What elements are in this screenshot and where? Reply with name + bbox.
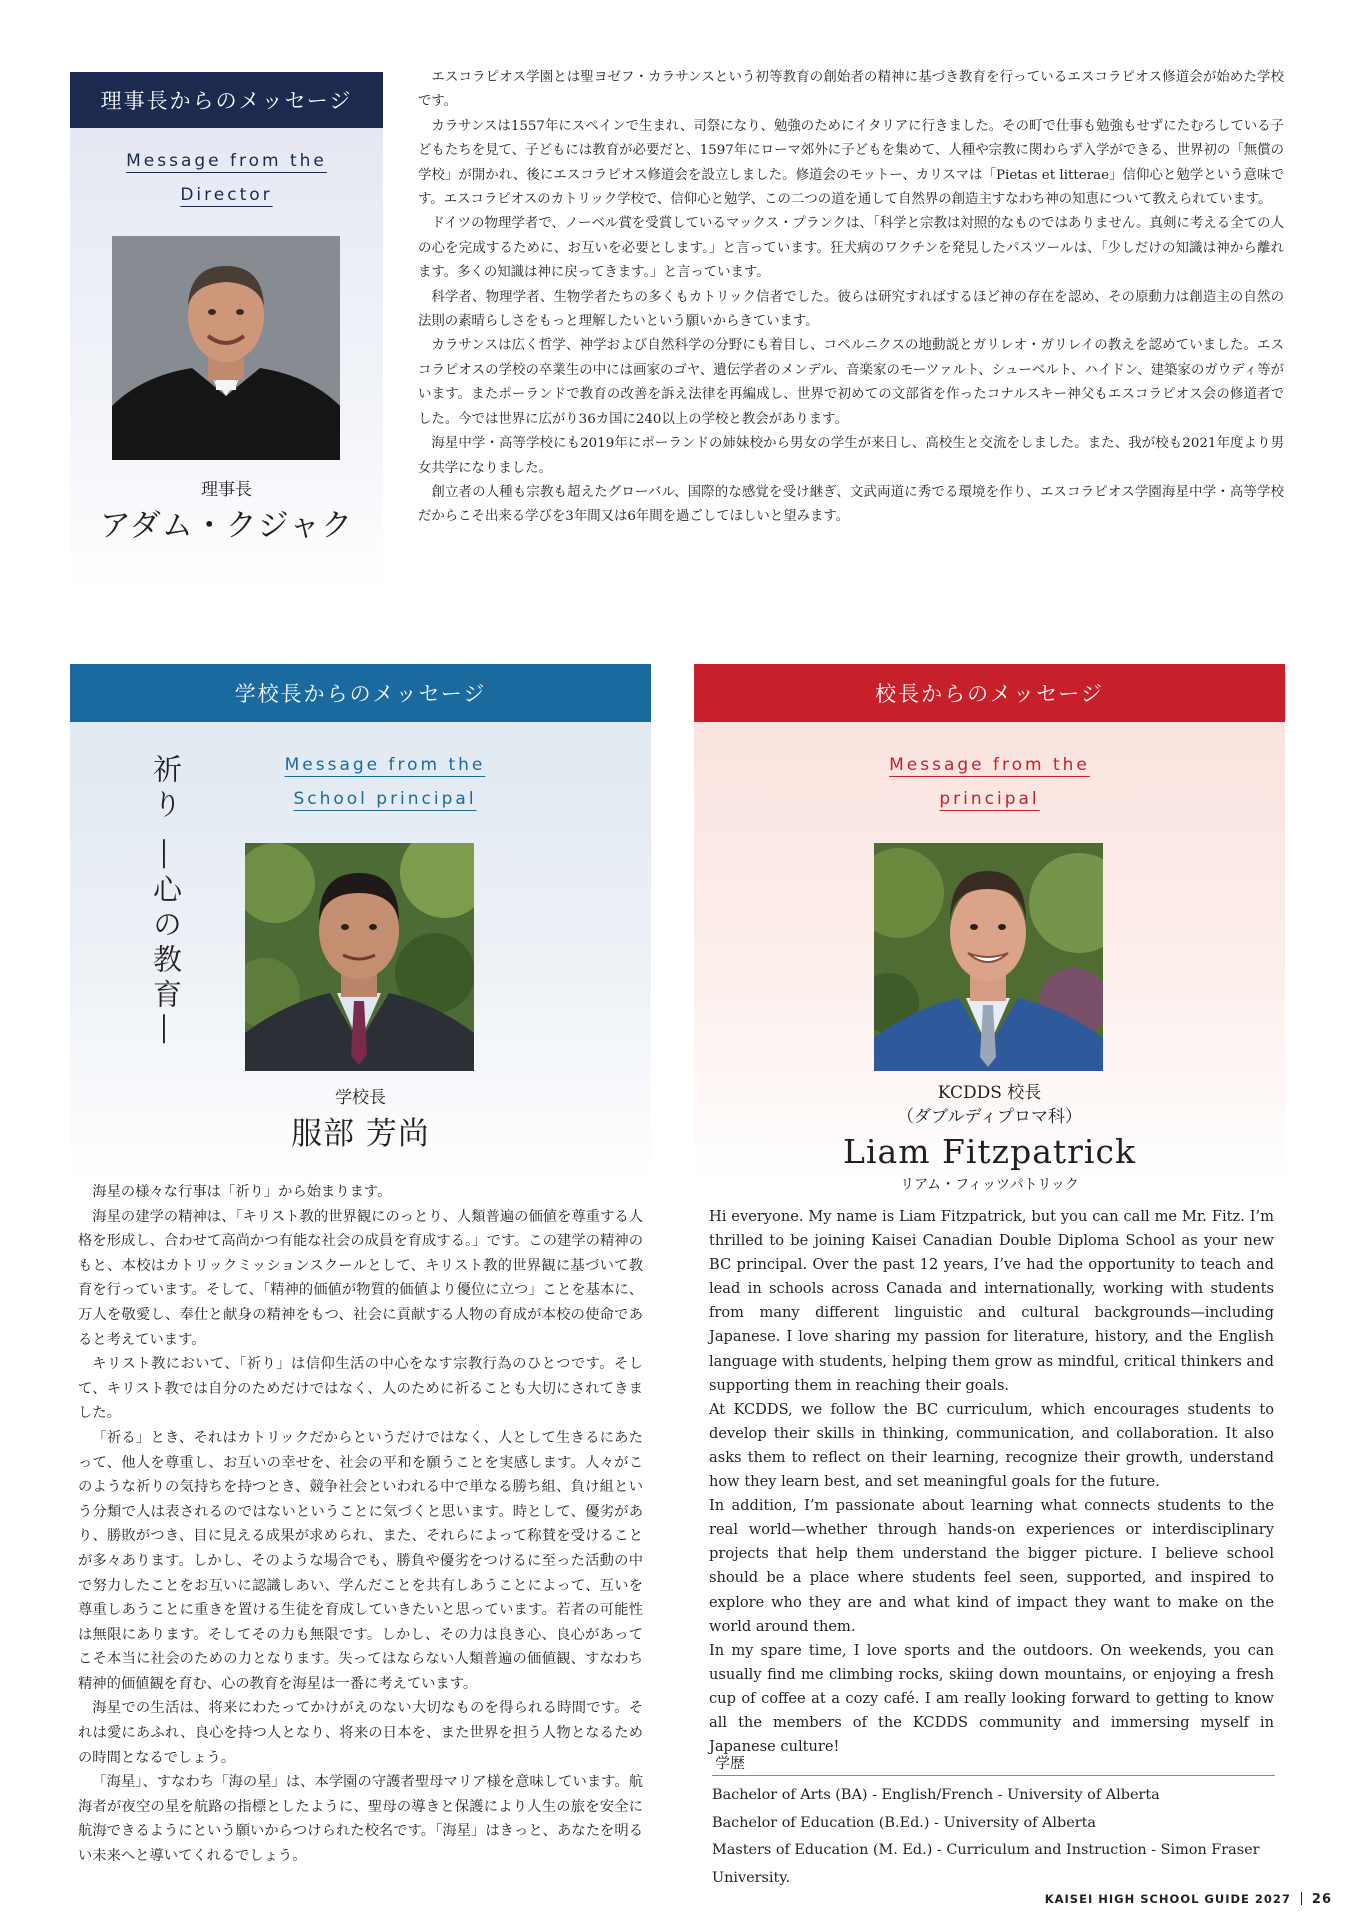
- kcdds-role-sub: （ダブルディプロマ科）: [897, 1107, 1082, 1127]
- footer-separator: [1301, 1892, 1302, 1905]
- page-footer: [1045, 1892, 1332, 1907]
- director-paragraph: 創立者の人種も宗教も超えたグローバル、国際的な感覚を受け継ぎ、文武両道に秀でる環境を作り、エスコラピオス学園海星中学・高等学校だからこそ出来る学びを3年間又は6年間を過ごしてほしいと望みます。: [418, 484, 1284, 525]
- principal-paragraph: 海星の建学の精神は、「キリスト教的世界観にのっとり、人類普遍の価値を尊重する人格を形成し、合わせて高尚かつ有能な社会の成員を育成する。」です。この建学の精神のもと、本校はカトリックミッションスクールとして、キリスト教的世界観に基づいて教育を行っています。そして、「精神的価値が物質的価値より優位に立つ」ことを基本に、万人を敬愛し、奉仕と献身の精神をもつ、社会に貢献する人物の育成が本校の使命であると考えています。: [78, 1208, 643, 1348]
- principal-name: 服部 芳尚: [291, 1116, 430, 1152]
- kcdds-header: 校長からのメッセージ: [694, 664, 1285, 722]
- director-role: 理事長: [201, 480, 252, 500]
- director-paragraph: カラサンスは1557年にスペインで生まれ、司祭になり、勉強のためにイタリアに行きました。その町で仕事も勉強もせずにたむろしている子どもたちを見て、子どもには教育が必要だと、1597年にローマ郊外に子どもを集めて、人種や宗教に関わらず入学ができる、世界初の「無償の学校」が開かれ、後にエスコラピオス修道会を設立しました。修道会のモットー、カリスマは「Pietas et litterae」信仰心と勉学という意味です。エスコラピオスのカトリック学校で、信仰心と勉学、この二つの道を通して自然界の創造主すなわち神の知恵について教えられています。: [418, 118, 1284, 208]
- kcdds-panel: [694, 664, 1285, 1193]
- director-panel: [70, 72, 383, 592]
- principal-title-en-line2: School principal: [293, 789, 477, 809]
- education-divider: [712, 1775, 1275, 1776]
- principal-message-body: [78, 1180, 643, 1869]
- director-photo: [112, 236, 340, 460]
- kcdds-role: KCDDS 校長: [937, 1083, 1042, 1103]
- kcdds-name-kana: リアム・フィッツパトリック: [900, 1177, 1079, 1193]
- education-item: Masters of Education (M. Ed.) - Curriculum and Instruction - Simon Fraser University.: [712, 1842, 1260, 1886]
- director-message-body: [418, 66, 1284, 530]
- page-number: 26: [1311, 1892, 1332, 1907]
- director-title-en-line1: Message from the: [126, 151, 327, 171]
- principal-header: 学校長からのメッセージ: [70, 664, 651, 722]
- director-paragraph: ドイツの物理学者で、ノーベル賞を受賞しているマックス・プランクは、「科学と宗教は対照的なものではありません。真剣に考える全ての人の心を完成するために、お互いを必要とします。」と言っています。狂犬病のワクチンを発見したパスツールは、「少しだけの知識は神から離れます。多くの知識は神に戻ってきます。」と言っています。: [418, 216, 1284, 281]
- director-title-en-line2: Director: [180, 185, 273, 205]
- principal-paragraph: キリスト教において、「祈り」は信仰生活の中心をなす宗教行為のひとつです。そして、キリスト教では自分のためだけではなく、人のために祈ることも大切にされてきました。: [78, 1356, 643, 1422]
- kcdds-title-en: [694, 748, 1285, 816]
- kcdds-paragraph: Hi everyone. My name is Liam Fitzpatrick, but you can call me Mr. Fitz. I’m thrilled to be joining Kaisei Canadian Double Diploma School as your new BC principal. Over the past 12 years, I’ve had the opportunity to teach and lead in schools across Canada and internationally, working with students from many different linguistic and cultural backgrounds—including Japanese. I love sharing my passion for literature, history, and the English language with students, helping them grow as mindful, critical thinkers and supporting them in reaching their goals.: [709, 1208, 1274, 1394]
- education-list: [712, 1782, 1282, 1892]
- kcdds-name: Liam Fitzpatrick: [843, 1132, 1136, 1171]
- kcdds-photo: [874, 843, 1103, 1071]
- principal-title-en-line1: Message from the: [284, 755, 486, 775]
- principal-vertical-title: 祈り ―心の教育―: [149, 754, 183, 1050]
- education-item: Bachelor of Education (B.Ed.) - University of Alberta: [712, 1814, 1097, 1831]
- principal-title-en: [220, 748, 550, 816]
- director-paragraph: 科学者、物理学者、生物学者たちの多くもカトリック信者でした。彼らは研究すればするほど神の存在を認め、その原動力は創造主の自然の法則の素晴らしさをもっと理解したいという願いからきています。: [418, 289, 1284, 330]
- director-paragraph: エスコラピオス学園とは聖ヨゼフ・カラサンスという初等教育の創始者の精神に基づき教育を行っているエスコラピオス修道会が始めた学校です。: [418, 70, 1284, 110]
- kcdds-paragraph: In addition, I’m passionate about learning what connects students to the real world—whether through hands-on experiences or interdisciplinary projects that help them understand the bigger picture. I believe school should be a place where students feel seen, supported, and inspired to explore who they are and what kind of impact they want to make on the world around them.: [709, 1497, 1274, 1635]
- kcdds-message-body: [709, 1205, 1274, 1759]
- director-header: 理事長からのメッセージ: [70, 72, 383, 128]
- kcdds-portrait-image: [874, 843, 1103, 1071]
- footer-guide-title: KAISEI HIGH SCHOOL GUIDE 2027: [1044, 1892, 1291, 1906]
- principal-paragraph: 海星の様々な行事は「祈り」から始まります。: [92, 1184, 392, 1200]
- director-paragraph: カラサンスは広く哲学、神学および自然科学の分野にも着目し、コペルニクスの地動説とガリレオ・ガリレイの教えを認めていました。エスコラピオスの学校の卒業生の中には画家のゴヤ、遺伝学者のメンデル、音楽家のモーツァルト、シューベルト、ハイドン、建築家のガウディ等がいます。またポーランドで教育の改善を訴え法律を再編成し、世界で初めての文部省を作ったコナルスキー神父もエスコラピオス会の修道者でした。今では世界に広がり36カ国に240以上の学校と教会があります。: [418, 338, 1284, 427]
- principal-paragraph: 「海星」、すなわち「海の星」は、本学園の守護者聖母マリア様を意味しています。航海者が夜空の星を航路の指標としたように、聖母の導きと保護により人生の旅を安全に航海できるようにという願いからつけられた校名です。「海星」はきっと、あなたを明るい未来へと導いてくれるでしょう。: [78, 1774, 643, 1865]
- director-portrait-image: [112, 236, 340, 460]
- principal-role: 学校長: [335, 1088, 386, 1108]
- kcdds-title-en-line2: principal: [939, 789, 1040, 809]
- kcdds-title-en-line1: Message from the: [889, 755, 1090, 775]
- principal-portrait-image: [245, 843, 474, 1071]
- kcdds-paragraph: At KCDDS, we follow the BC curriculum, which encourages students to develop their skills in thinking, communication, and collaboration. It also asks them to reflect on their learning, recognize their growth, understand how they learn best, and set meaningful goals for the future.: [709, 1400, 1274, 1491]
- principal-paragraph: 「祈る」とき、それはカトリックだからというだけではなく、人として生きるにあたって、他人を尊重し、お互いの幸せを、社会の平和を願うことを実感します。人々がこのような祈りの気持ちを持つとき、競争社会といわれる中で単なる勝ち組、負け組という分類で人は表されるのではないということに気づくと思います。時として、優劣があり、勝敗がつき、目に見える成果が求められ、また、それらによって称賛を受けることが多々あります。しかし、そのような場合でも、勝負や優劣をつけるに至った活動の中で努力したことをお互いに認識しあい、学んだことを共有しあうことによって、互いを尊重しあうことに重きを置ける生徒を育成していきたいと思っています。若者の可能性は無限にあります。そしてその力も無限です。しかし、その力は良き心、良心があってこそ本当に社会のための力となります。失ってはならない人類普遍の価値観、すなわち精神的価値観を育む、心の教育を海星は一番に考えています。: [78, 1429, 643, 1692]
- director-name: アダム・クジャク: [99, 508, 354, 544]
- director-title-en: [70, 144, 383, 212]
- principal-photo: [245, 843, 474, 1071]
- kcdds-paragraph: In my spare time, I love sports and the outdoors. On weekends, you can usually find me climbing rocks, skiing down mountains, or enjoying a fresh cup of coffee at a cozy café. I am really looking forward to getting to know all the members of the KCDDS community and immersing myself in Japanese culture!: [709, 1641, 1274, 1756]
- principal-panel: [70, 664, 651, 1184]
- director-paragraph: 海星中学・高等学校にも2019年にポーランドの姉妹校から男女の学生が来日し、高校生と交流をしました。また、我が校も2021年度より男女共学になりました。: [418, 436, 1284, 476]
- education-item: Bachelor of Arts (BA) - English/French - University of Alberta: [712, 1787, 1160, 1803]
- education-title: 学歴: [715, 1754, 746, 1772]
- principal-paragraph: 海星での生活は、将来にわたってかけがえのない大切なものを得られる時間です。それは愛にあふれ、良心を持つ人となり、将来の日本を、また世界を担う人物となるための時間となるでしょう。: [78, 1700, 643, 1766]
